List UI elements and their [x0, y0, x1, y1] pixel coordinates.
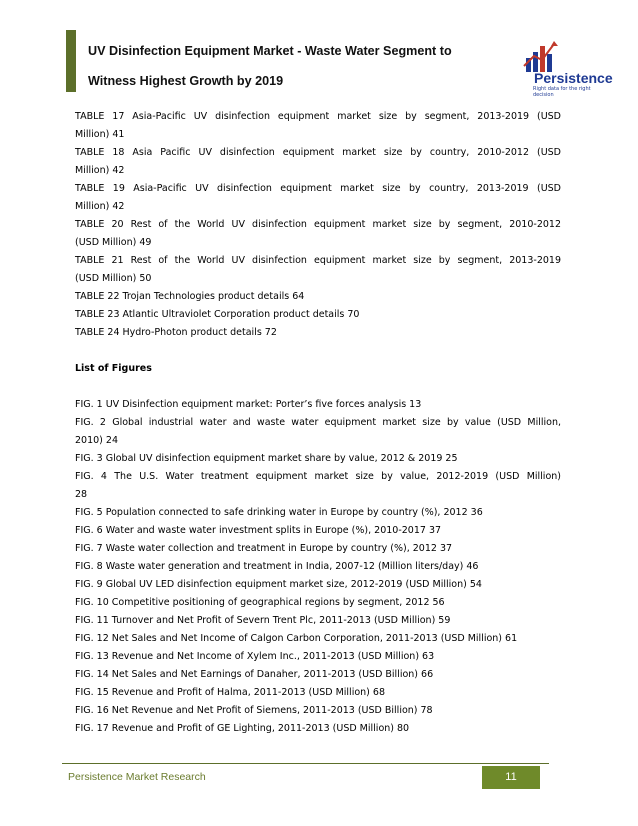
tables-entry-line: Million) 42 [75, 165, 125, 176]
figures-entry-line: FIG. 6 Water and waste water investment splits in Europe (%), 2010-2017 37 [75, 525, 442, 536]
page-title [88, 36, 498, 96]
tables-entry-line: Million) 42 [75, 201, 125, 212]
persistence-logo [520, 40, 612, 98]
tables-entry-line: TABLE 20 Rest of the World UV disinfection equipment market size by segment, 2010-2012 [75, 219, 561, 230]
logo-tagline: Right data for the right decision [533, 86, 591, 98]
figures-entry-line: FIG. 1 UV Disinfection equipment market: Porter’s five forces analysis 13 [75, 399, 422, 410]
figures-entry-line: FIG. 3 Global UV disinfection equipment market share by value, 2012 & 2019 25 [75, 453, 458, 464]
list-of-figures-heading: List of Figures [75, 363, 152, 374]
figures-entry-line: FIG. 12 Net Sales and Net Income of Calgon Carbon Corporation, 2011-2013 (USD Million) 61 [75, 633, 518, 644]
page-header [66, 30, 502, 92]
tables-entry-line: Million) 41 [75, 129, 125, 140]
figures-entry-line: FIG. 13 Revenue and Net Income of Xylem Inc., 2011-2013 (USD Million) 63 [75, 651, 435, 662]
logo-wordmark: Persistence [534, 70, 613, 86]
title-line-2: Witness Highest Growth by 2019 [88, 74, 284, 88]
tables-entry-line: (USD Million) 49 [75, 237, 152, 248]
figures-entry-line: FIG. 4 The U.S. Water treatment equipment market size by value, 2012-2019 (USD Million) [75, 471, 561, 482]
figures-entry-line: FIG. 14 Net Sales and Net Earnings of Danaher, 2011-2013 (USD Billion) 66 [75, 669, 434, 680]
page-number: 11 [482, 766, 540, 789]
footer-divider [62, 763, 549, 764]
title-line-1: UV Disinfection Equipment Market - Waste Water Segment to [88, 44, 452, 58]
figures-entry-line: FIG. 8 Waste water generation and treatment in India, 2007-12 (Million liters/day) 46 [75, 561, 479, 572]
figures-entry-line: 28 [75, 489, 88, 500]
tables-entry-line: (USD Million) 50 [75, 273, 152, 284]
figures-entry-line: FIG. 10 Competitive positioning of geographical regions by segment, 2012 56 [75, 597, 445, 608]
header-accent-bar [66, 30, 76, 92]
tables-entry-line: TABLE 18 Asia Pacific UV disinfection equipment market size by country, 2010-2012 (USD [75, 147, 561, 158]
table-of-contents [75, 108, 561, 738]
tables-entry-line: TABLE 24 Hydro-Photon product details 72 [75, 327, 277, 338]
figures-entry-line: FIG. 11 Turnover and Net Profit of Severn Trent Plc, 2011-2013 (USD Million) 59 [75, 615, 451, 626]
figures-entry-line: FIG. 7 Waste water collection and treatment in Europe by country (%), 2012 37 [75, 543, 453, 554]
tables-entry-line: TABLE 22 Trojan Technologies product details 64 [75, 291, 305, 302]
tables-entry-line: TABLE 23 Atlantic Ultraviolet Corporation product details 70 [75, 309, 360, 320]
tables-entry-line: TABLE 21 Rest of the World UV disinfection equipment market size by segment, 2013-2019 [75, 255, 561, 266]
figures-entry-line: FIG. 17 Revenue and Profit of GE Lighting, 2011-2013 (USD Million) 80 [75, 723, 410, 734]
footer-company: Persistence Market Research [68, 771, 206, 783]
tables-entry-line: TABLE 17 Asia-Pacific UV disinfection equipment market size by segment, 2013-2019 (USD [75, 111, 561, 122]
logo-chart-icon [520, 40, 570, 74]
tables-entry-line: TABLE 19 Asia-Pacific UV disinfection equipment market size by country, 2013-2019 (USD [75, 183, 561, 194]
figures-entry-line: FIG. 15 Revenue and Profit of Halma, 2011-2013 (USD Million) 68 [75, 687, 385, 698]
figures-entry-line: FIG. 2 Global industrial water and waste water equipment market size by value (USD Million, [75, 417, 561, 428]
figures-entry-line: 2010) 24 [75, 435, 118, 446]
figures-entry-line: FIG. 16 Net Revenue and Net Profit of Siemens, 2011-2013 (USD Billion) 78 [75, 705, 433, 716]
page-footer [62, 766, 549, 792]
figures-entry-line: FIG. 5 Population connected to safe drinking water in Europe by country (%), 2012 36 [75, 507, 483, 518]
figures-entry-line: FIG. 9 Global UV LED disinfection equipment market size, 2012-2019 (USD Million) 54 [75, 579, 482, 590]
